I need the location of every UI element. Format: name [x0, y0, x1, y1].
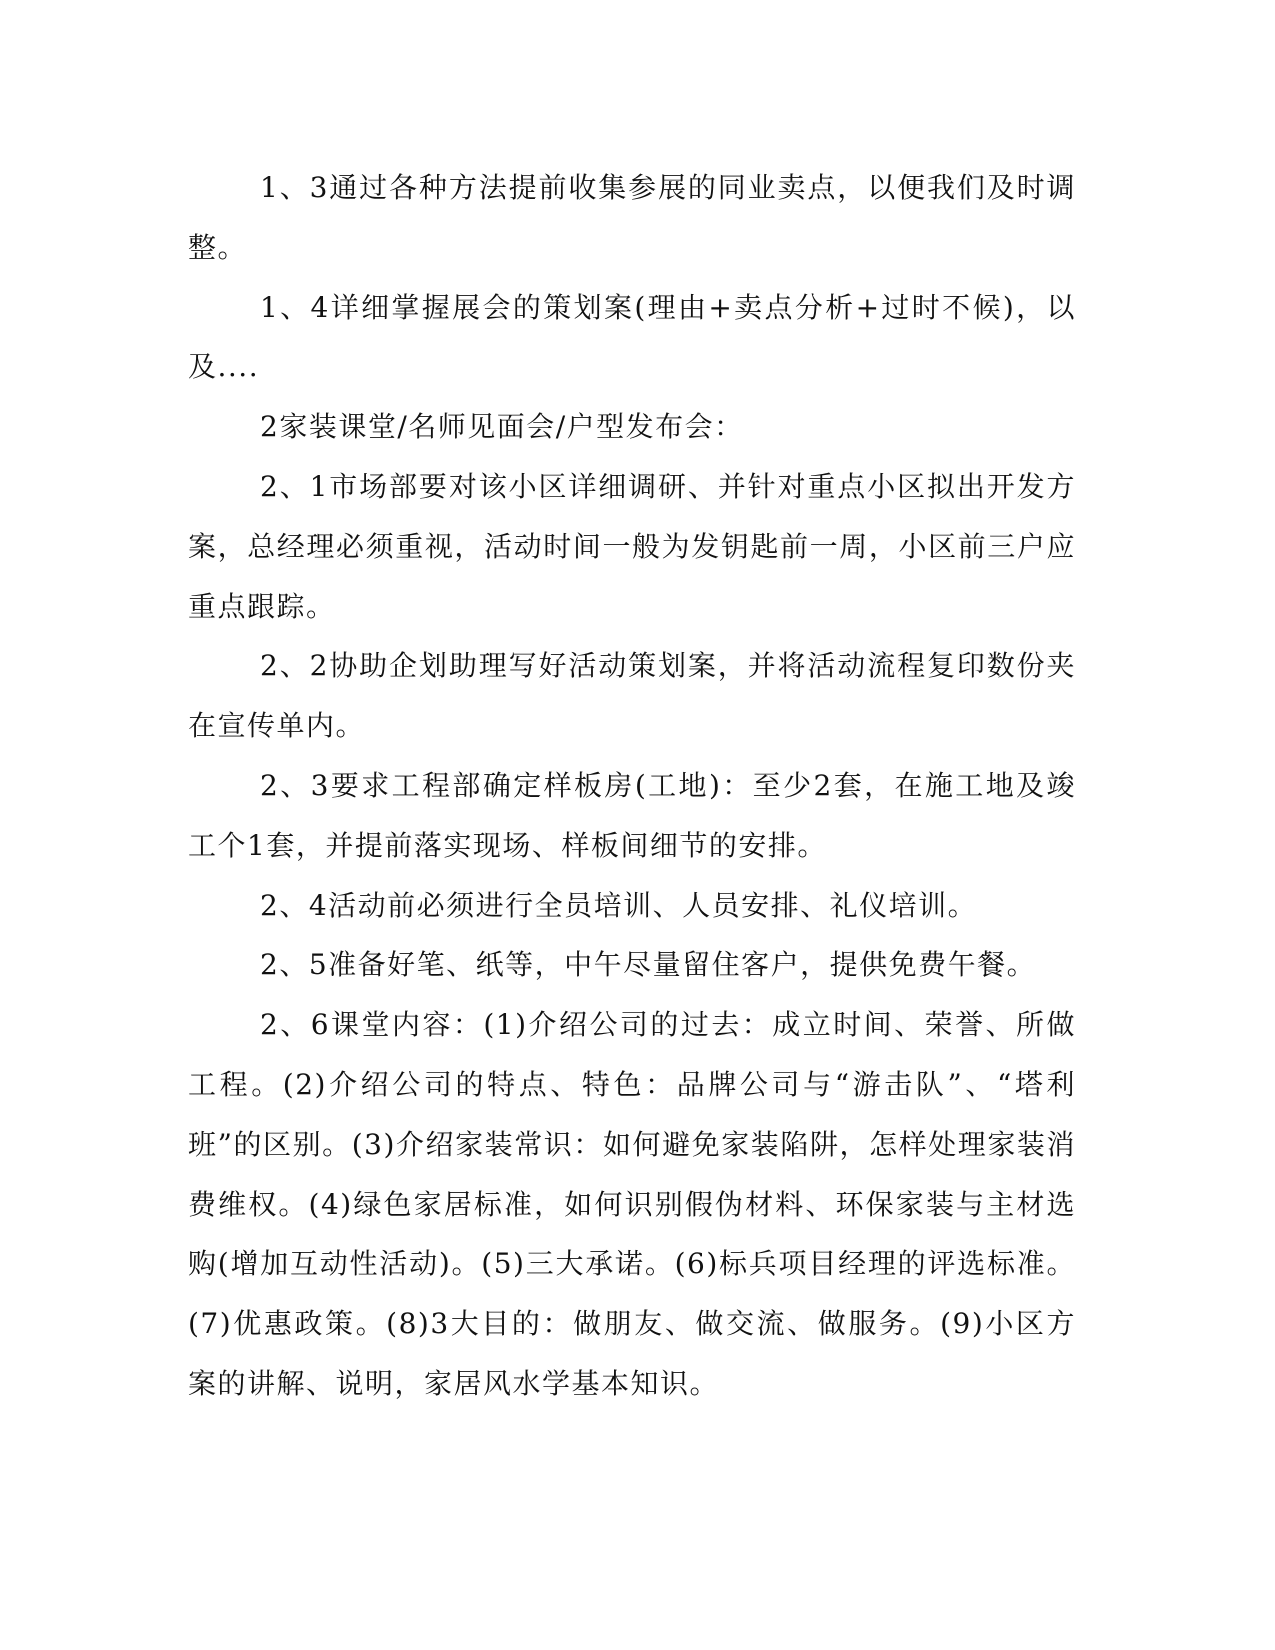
- section-heading-2: 2家装课堂/名师见面会/户型发布会：: [260, 410, 744, 444]
- paragraph-2-2: 2、2协助企划助理写好活动策划案，并将活动流程复印数份夹在宣传单内。: [188, 649, 1076, 743]
- paragraph-2-5: 2、5准备好笔、纸等，中午尽量留住客户，提供免费午餐。: [260, 948, 1037, 982]
- document-body: [188, 158, 1076, 1414]
- paragraph-2-3: 2、3要求工程部确定样板房(工地)：至少2套，在施工地及竣工个1套，并提前落实现场、样板间细节的安排。: [188, 768, 1076, 862]
- paragraph-2-6: 2、6课堂内容：(1)介绍公司的过去：成立时间、荣誉、所做工程。(2)介绍公司的特点、特色：品牌公司与“游击队”、“塔利班”的区别。(3)介绍家装常识：如何避免家装陷阱，怎样处理家装消费维权。(4)绿色家居标准，如何识别假伪材料、环保家装与主材选购(增加互动性活动)。(5)三大承诺。(6)标兵项目经理的评选标准。(7)优惠政策。(8)3大目的：做朋友、做交流、做服务。(9)小区方案的讲解、说明，家居风水学基本知识。: [188, 1008, 1076, 1400]
- paragraph-2-1: 2、1市场部要对该小区详细调研、并针对重点小区拟出开发方案，总经理必须重视，活动时间一般为发钥匙前一周，小区前三户应重点跟踪。: [188, 469, 1076, 623]
- paragraph-1-4: 1、4详细掌握展会的策划案(理由+卖点分析+过时不候)，以及....: [188, 290, 1076, 384]
- paragraph-1-3: 1、3通过各种方法提前收集参展的同业卖点，以便我们及时调整。: [188, 171, 1076, 264]
- paragraph-2-4: 2、4活动前必须进行全员培训、人员安排、礼仪培训。: [260, 888, 978, 922]
